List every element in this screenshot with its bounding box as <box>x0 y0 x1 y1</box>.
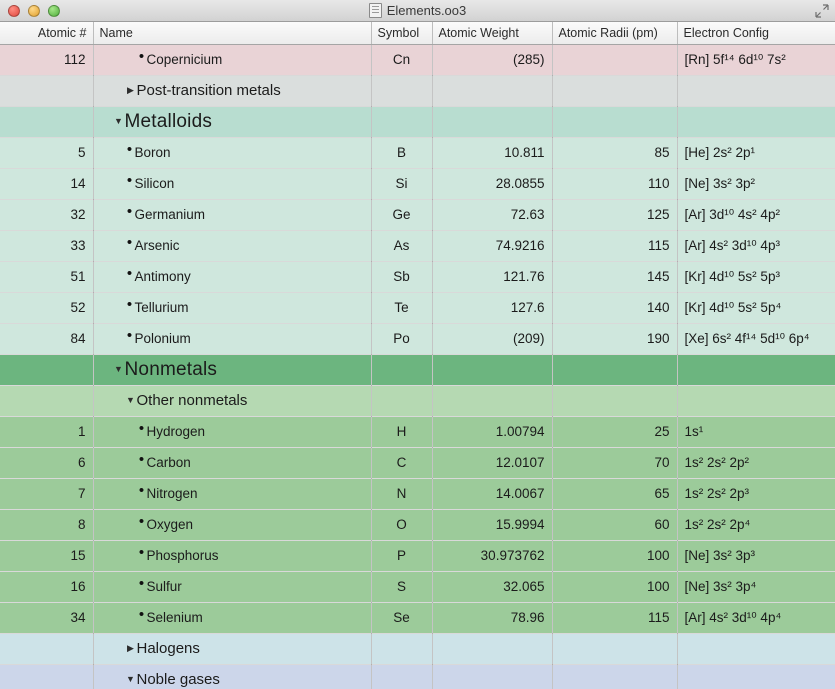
cell-name[interactable] <box>93 540 371 571</box>
cell-atomic-weight[interactable]: 14.0067 <box>432 478 552 509</box>
cell-atomic-number[interactable]: 51 <box>0 261 93 292</box>
cell-atomic-radii[interactable]: 145 <box>552 261 677 292</box>
cell-electron-config[interactable]: [Ne] 3s² 3p³ <box>677 540 835 571</box>
cell-name[interactable] <box>93 385 371 416</box>
cell-electron-config[interactable] <box>677 664 835 689</box>
group-row[interactable] <box>0 633 835 664</box>
cell-symbol[interactable]: Po <box>371 323 432 354</box>
table-row[interactable] <box>0 261 835 292</box>
row-label: Boron <box>134 145 171 160</box>
table-row[interactable] <box>0 416 835 447</box>
cell-electron-config[interactable] <box>677 354 835 385</box>
cell-atomic-number[interactable]: 34 <box>0 602 93 633</box>
cell-symbol[interactable]: O <box>371 509 432 540</box>
cell-symbol[interactable]: Se <box>371 602 432 633</box>
cell-atomic-radii[interactable] <box>552 75 677 106</box>
row-label: Post-transition metals <box>136 82 281 99</box>
cell-symbol[interactable] <box>371 75 432 106</box>
cell-name[interactable] <box>93 261 371 292</box>
cell-atomic-radii[interactable]: 140 <box>552 292 677 323</box>
cell-electron-config[interactable]: 1s² 2s² 2p³ <box>677 478 835 509</box>
cell-atomic-weight[interactable] <box>432 354 552 385</box>
cell-atomic-radii[interactable]: 190 <box>552 323 677 354</box>
group-row[interactable] <box>0 75 835 106</box>
cell-electron-config[interactable]: [Ne] 3s² 3p⁴ <box>677 571 835 602</box>
cell-atomic-number[interactable] <box>0 75 93 106</box>
cell-atomic-number[interactable] <box>0 354 93 385</box>
table-row[interactable] <box>0 540 835 571</box>
cell-name[interactable] <box>93 447 371 478</box>
cell-atomic-radii[interactable]: 70 <box>552 447 677 478</box>
bullet-icon: • <box>138 482 145 499</box>
cell-atomic-number[interactable] <box>0 664 93 689</box>
row-label: Carbon <box>146 455 191 470</box>
table-body <box>0 44 835 689</box>
cell-atomic-radii[interactable]: 65 <box>552 478 677 509</box>
row-label: Selenium <box>146 610 203 625</box>
cell-atomic-radii[interactable]: 100 <box>552 540 677 571</box>
cell-atomic-weight[interactable]: 72.63 <box>432 199 552 230</box>
bullet-icon: • <box>126 327 133 344</box>
cell-electron-config[interactable]: [Rn] 5f¹⁴ 6d¹⁰ 7s² <box>677 44 835 75</box>
row-label: Polonium <box>134 331 191 346</box>
row-label: Silicon <box>134 176 175 191</box>
table-row[interactable] <box>0 44 835 75</box>
cell-electron-config[interactable]: [Ar] 4s² 3d¹⁰ 4p³ <box>677 230 835 261</box>
table-row[interactable] <box>0 137 835 168</box>
cell-name[interactable] <box>93 354 371 385</box>
table-row[interactable] <box>0 478 835 509</box>
cell-atomic-radii[interactable] <box>552 44 677 75</box>
table-row[interactable] <box>0 602 835 633</box>
cell-atomic-weight[interactable]: (209) <box>432 323 552 354</box>
cell-atomic-weight[interactable]: 12.0107 <box>432 447 552 478</box>
cell-name[interactable] <box>93 633 371 664</box>
cell-atomic-number[interactable]: 5 <box>0 137 93 168</box>
row-label: Tellurium <box>134 300 189 315</box>
cell-symbol[interactable] <box>371 354 432 385</box>
cell-atomic-number[interactable]: 7 <box>0 478 93 509</box>
cell-symbol[interactable]: Sb <box>371 261 432 292</box>
cell-atomic-weight[interactable]: 15.9994 <box>432 509 552 540</box>
cell-symbol[interactable]: P <box>371 540 432 571</box>
chevron-down-icon[interactable]: ▼ <box>126 674 135 684</box>
row-label: Oxygen <box>146 517 194 532</box>
cell-atomic-radii[interactable] <box>552 385 677 416</box>
cell-electron-config[interactable]: [Kr] 4d¹⁰ 5s² 5p⁴ <box>677 292 835 323</box>
cell-symbol[interactable]: As <box>371 230 432 261</box>
row-label: Sulfur <box>146 579 182 594</box>
cell-electron-config[interactable]: [Ar] 4s² 3d¹⁰ 4p⁴ <box>677 602 835 633</box>
bullet-icon: • <box>138 48 145 65</box>
table-row[interactable] <box>0 230 835 261</box>
cell-atomic-radii[interactable]: 60 <box>552 509 677 540</box>
cell-symbol[interactable]: Te <box>371 292 432 323</box>
cell-atomic-radii[interactable] <box>552 633 677 664</box>
cell-atomic-weight[interactable]: 1.00794 <box>432 416 552 447</box>
table-row[interactable] <box>0 292 835 323</box>
cell-electron-config[interactable] <box>677 75 835 106</box>
cell-atomic-number[interactable]: 84 <box>0 323 93 354</box>
bullet-icon: • <box>138 544 145 561</box>
cell-atomic-weight[interactable]: 28.0855 <box>432 168 552 199</box>
cell-name[interactable] <box>93 292 371 323</box>
cell-name[interactable] <box>93 199 371 230</box>
cell-electron-config[interactable]: [Ne] 3s² 3p² <box>677 168 835 199</box>
cell-atomic-radii[interactable]: 115 <box>552 602 677 633</box>
bullet-icon: • <box>126 203 133 220</box>
title-bar <box>0 0 835 22</box>
table-row[interactable] <box>0 571 835 602</box>
resize-handle-icon[interactable] <box>815 4 829 18</box>
cell-atomic-weight[interactable]: 32.065 <box>432 571 552 602</box>
cell-atomic-weight[interactable] <box>432 75 552 106</box>
cell-symbol[interactable]: B <box>371 137 432 168</box>
row-label: Nitrogen <box>146 486 198 501</box>
group-row[interactable] <box>0 354 835 385</box>
cell-atomic-number[interactable] <box>0 385 93 416</box>
bullet-icon: • <box>126 234 133 251</box>
cell-atomic-radii[interactable]: 125 <box>552 199 677 230</box>
window-title <box>0 3 835 18</box>
cell-atomic-weight[interactable]: 10.811 <box>432 137 552 168</box>
chevron-right-icon[interactable]: ▶ <box>127 85 134 95</box>
cell-atomic-number[interactable]: 32 <box>0 199 93 230</box>
cell-electron-config[interactable] <box>677 385 835 416</box>
cell-name[interactable] <box>93 44 371 75</box>
group-row[interactable] <box>0 664 835 689</box>
cell-electron-config[interactable]: 1s¹ <box>677 416 835 447</box>
column-header-symbol[interactable]: Symbol <box>371 22 432 44</box>
cell-atomic-number[interactable]: 15 <box>0 540 93 571</box>
cell-name[interactable] <box>93 168 371 199</box>
cell-atomic-number[interactable]: 16 <box>0 571 93 602</box>
cell-atomic-weight[interactable] <box>432 664 552 689</box>
cell-atomic-number[interactable]: 52 <box>0 292 93 323</box>
cell-atomic-weight[interactable]: 121.76 <box>432 261 552 292</box>
table-row[interactable] <box>0 168 835 199</box>
bullet-icon: • <box>138 420 145 437</box>
row-label: Germanium <box>134 207 206 222</box>
chevron-down-icon[interactable]: ▼ <box>114 116 123 126</box>
cell-name[interactable] <box>93 137 371 168</box>
row-label: Arsenic <box>134 238 180 253</box>
cell-symbol[interactable]: N <box>371 478 432 509</box>
column-header-name[interactable]: Name <box>93 22 371 44</box>
cell-symbol[interactable]: Si <box>371 168 432 199</box>
cell-electron-config[interactable] <box>677 106 835 137</box>
bullet-icon: • <box>138 606 145 623</box>
bullet-icon: • <box>138 513 145 530</box>
table-row[interactable] <box>0 323 835 354</box>
window-controls <box>0 5 60 17</box>
cell-name[interactable] <box>93 602 371 633</box>
chevron-down-icon[interactable]: ▼ <box>126 395 135 405</box>
cell-symbol[interactable] <box>371 106 432 137</box>
cell-atomic-number[interactable]: 6 <box>0 447 93 478</box>
column-header-atomic[interactable]: Atomic # <box>0 22 93 44</box>
column-header-weight[interactable]: Atomic Weight <box>432 22 552 44</box>
group-row[interactable] <box>0 385 835 416</box>
row-label: Metalloids <box>124 110 213 132</box>
cell-symbol[interactable]: C <box>371 447 432 478</box>
maximize-button[interactable] <box>48 5 60 17</box>
cell-electron-config[interactable]: [Ar] 3d¹⁰ 4s² 4p² <box>677 199 835 230</box>
cell-atomic-number[interactable]: 1 <box>0 416 93 447</box>
cell-electron-config[interactable]: [He] 2s² 2p¹ <box>677 137 835 168</box>
cell-symbol[interactable] <box>371 633 432 664</box>
cell-symbol[interactable] <box>371 385 432 416</box>
cell-electron-config[interactable] <box>677 633 835 664</box>
cell-atomic-radii[interactable]: 85 <box>552 137 677 168</box>
cell-atomic-weight[interactable]: 30.973762 <box>432 540 552 571</box>
cell-atomic-weight[interactable] <box>432 385 552 416</box>
row-label: Other nonmetals <box>136 392 248 409</box>
cell-atomic-weight[interactable] <box>432 633 552 664</box>
cell-name[interactable] <box>93 509 371 540</box>
cell-name[interactable] <box>93 230 371 261</box>
cell-atomic-number[interactable]: 8 <box>0 509 93 540</box>
close-button[interactable] <box>8 5 20 17</box>
cell-atomic-number[interactable]: 14 <box>0 168 93 199</box>
cell-name[interactable] <box>93 571 371 602</box>
cell-atomic-radii[interactable] <box>552 664 677 689</box>
table-header-row <box>0 22 835 44</box>
cell-symbol[interactable]: Cn <box>371 44 432 75</box>
cell-atomic-number[interactable] <box>0 633 93 664</box>
cell-name[interactable] <box>93 664 371 689</box>
table-row[interactable] <box>0 199 835 230</box>
cell-atomic-weight[interactable]: 74.9216 <box>432 230 552 261</box>
cell-atomic-weight[interactable]: 127.6 <box>432 292 552 323</box>
cell-atomic-radii[interactable] <box>552 354 677 385</box>
cell-symbol[interactable]: Ge <box>371 199 432 230</box>
document-icon <box>369 3 382 18</box>
row-label: Copernicium <box>146 52 223 67</box>
cell-atomic-radii[interactable]: 115 <box>552 230 677 261</box>
cell-symbol[interactable] <box>371 664 432 689</box>
cell-symbol[interactable]: H <box>371 416 432 447</box>
cell-electron-config[interactable]: [Xe] 6s² 4f¹⁴ 5d¹⁰ 6p⁴ <box>677 323 835 354</box>
cell-atomic-weight[interactable]: 78.96 <box>432 602 552 633</box>
cell-electron-config[interactable]: [Kr] 4d¹⁰ 5s² 5p³ <box>677 261 835 292</box>
row-label: Halogens <box>136 640 200 657</box>
cell-atomic-radii[interactable] <box>552 106 677 137</box>
row-label: Antimony <box>134 269 191 284</box>
cell-name[interactable] <box>93 416 371 447</box>
spreadsheet-grid[interactable] <box>0 22 835 689</box>
bullet-icon: • <box>126 141 133 158</box>
cell-atomic-radii[interactable]: 25 <box>552 416 677 447</box>
cell-name[interactable] <box>93 75 371 106</box>
cell-symbol[interactable]: S <box>371 571 432 602</box>
cell-atomic-weight[interactable] <box>432 106 552 137</box>
chevron-down-icon[interactable]: ▼ <box>114 364 123 374</box>
bullet-icon: • <box>126 265 133 282</box>
row-label: Phosphorus <box>146 548 219 563</box>
group-row[interactable] <box>0 106 835 137</box>
cell-atomic-number[interactable]: 112 <box>0 44 93 75</box>
minimize-button[interactable] <box>28 5 40 17</box>
cell-atomic-weight[interactable]: (285) <box>432 44 552 75</box>
cell-atomic-number[interactable] <box>0 106 93 137</box>
cell-atomic-radii[interactable]: 110 <box>552 168 677 199</box>
row-label: Hydrogen <box>146 424 206 439</box>
row-label: Noble gases <box>136 671 220 688</box>
bullet-icon: • <box>126 172 133 189</box>
table-row[interactable] <box>0 509 835 540</box>
cell-electron-config[interactable]: 1s² 2s² 2p² <box>677 447 835 478</box>
cell-electron-config[interactable]: 1s² 2s² 2p⁴ <box>677 509 835 540</box>
table-row[interactable] <box>0 447 835 478</box>
cell-atomic-number[interactable]: 33 <box>0 230 93 261</box>
cell-atomic-radii[interactable]: 100 <box>552 571 677 602</box>
column-header-radii[interactable]: Atomic Radii (pm) <box>552 22 677 44</box>
row-label: Nonmetals <box>124 358 218 380</box>
elements-table <box>0 22 835 689</box>
cell-name[interactable] <box>93 323 371 354</box>
window-title-text: Elements.oo3 <box>386 3 467 18</box>
bullet-icon: • <box>138 575 145 592</box>
cell-name[interactable] <box>93 106 371 137</box>
bullet-icon: • <box>126 296 133 313</box>
cell-name[interactable] <box>93 478 371 509</box>
bullet-icon: • <box>138 451 145 468</box>
chevron-right-icon[interactable]: ▶ <box>127 643 134 653</box>
column-header-econf[interactable]: Electron Config <box>677 22 835 44</box>
